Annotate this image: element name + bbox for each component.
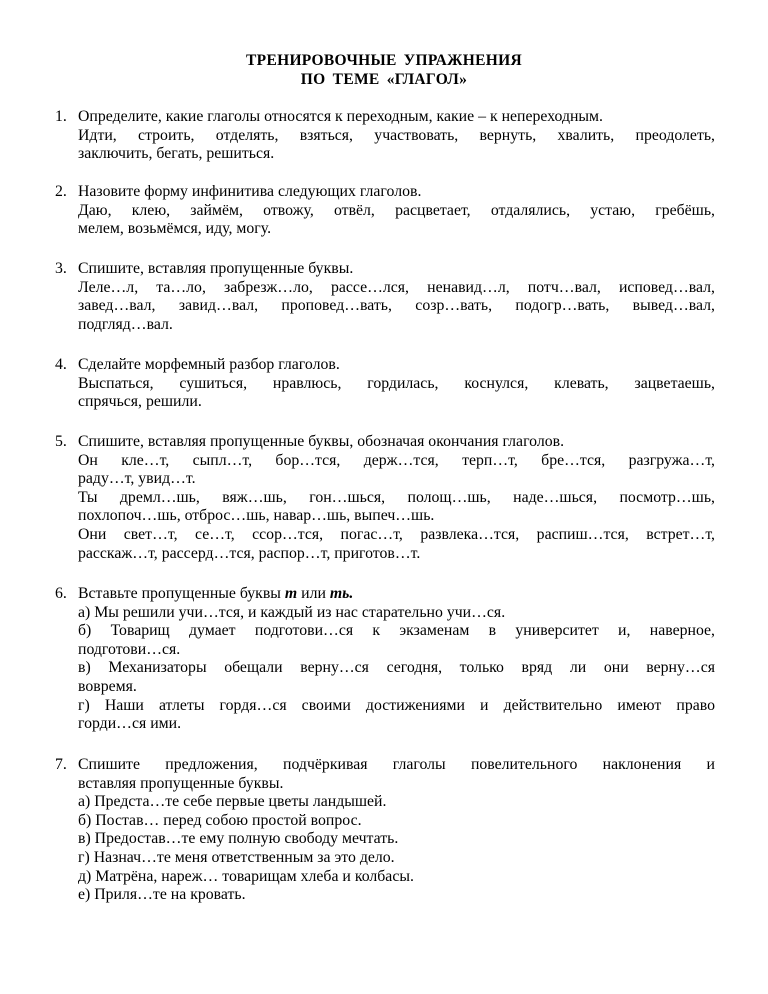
task-line: Даю, клею, займём, отвожу, отвёл, расцветает, отдалялись, устаю, гребёшь, — [78, 201, 715, 219]
task-instruction: Спишите, вставляя пропущенные буквы. — [78, 260, 354, 277]
task-line: Идти, строить, отделять, взяться, участвовать, вернуть, хвалить, преодолеть, — [78, 126, 715, 144]
task-body — [78, 108, 715, 164]
task-line: похлопоч…шь, отброс…шь, навар…шь, выпеч…шь. — [78, 507, 435, 525]
task-line: Леле…л, та…ло, забрезж…ло, рассе…лся, ненавид…л, потч…вал, исповед…вал, — [78, 278, 715, 296]
task-number: 7. — [55, 756, 67, 773]
task-instruction: Спишите предложения, подчёркивая глаголы повелительного наклонения и — [78, 756, 715, 773]
task-body — [78, 585, 715, 734]
task-line: д) Матрёна, нареж… товарищам хлеба и колбасы. — [78, 867, 414, 885]
task-line: подготови…ся. — [78, 640, 181, 658]
task-line: вставляя пропущенные буквы. — [78, 774, 284, 792]
task-line: мелем, возьмёмся, иду, могу. — [78, 220, 272, 238]
task-body — [78, 756, 715, 905]
instruction-or: или — [297, 585, 330, 602]
instruction-prefix: Вставьте пропущенные буквы — [78, 585, 285, 602]
task-number: 3. — [55, 260, 67, 277]
task-line: горди…ся ими. — [78, 715, 182, 733]
task-line: подгляд…вал. — [78, 315, 173, 333]
task-body — [78, 260, 715, 334]
task-number: 5. — [55, 433, 67, 450]
task-line: Он кле…т, сыпл…т, бор…тся, держ…тся, терп…т, бре…тся, разгружа…т, — [78, 451, 715, 469]
task-number: 2. — [55, 183, 67, 200]
task-line: в) Механизаторы обещали верну…ся сегодня, только вряд ли они верну…ся — [78, 659, 715, 677]
task-line: г) Наши атлеты гордя…ся своими достижениями и действительно имеют право — [78, 696, 715, 714]
task-line: Они свет…т, се…т, ссор…тся, погас…т, развлека…тся, распиш…тся, встрет…т, — [78, 525, 715, 543]
task-instruction: Сделайте морфемный разбор глаголов. — [78, 356, 340, 373]
task-body — [78, 356, 715, 412]
letter-t: т — [284, 585, 298, 602]
task-line: е) Приля…те на кровать. — [78, 886, 246, 904]
task-line: спрячься, решили. — [78, 393, 202, 411]
task-line: заключить, бегать, решиться. — [78, 145, 275, 163]
task-line: вовремя. — [78, 677, 137, 695]
task-number: 6. — [55, 585, 67, 602]
task-body — [78, 433, 715, 563]
task-line: б) Постав… перед собою простой вопрос. — [78, 811, 362, 829]
task-number: 1. — [55, 108, 67, 125]
task-line: а) Предста…те себе первые цветы ландышей. — [78, 793, 387, 811]
task-line: а) Мы решили учи…тся, и каждый из нас старательно учи…ся. — [78, 603, 506, 621]
task-instruction: Назовите форму инфинитива следующих глаголов. — [78, 183, 422, 200]
task-line: б) Товарищ думает подготови…ся к экзаменам в университет и, наверное, — [78, 622, 715, 640]
letter-t-soft: ть. — [329, 585, 354, 602]
task-line: Ты дремл…шь, вяж…шь, гон…шься, полощ…шь, наде…шься, посмотр…шь, — [78, 488, 715, 506]
task-line: в) Предостав…те ему полную свободу мечтать. — [78, 830, 399, 848]
task-instruction: Спишите, вставляя пропущенные буквы, обозначая окончания глаголов. — [78, 433, 565, 450]
task-line: расскаж…т, рассерд…тся, распор…т, приготов…т. — [78, 544, 421, 562]
task-line: раду…т, увид…т. — [78, 470, 196, 488]
task-line: Выспаться, сушиться, нравлюсь, гордилась, коснулся, клевать, зацветаешь, — [78, 374, 715, 392]
task-line: завед…вал, завид…вал, проповед…вать, созр…вать, подогр…вать, вывед…вал, — [78, 297, 715, 315]
task-body — [78, 183, 715, 239]
task-instruction: Определите, какие глаголы относятся к переходным, какие – к непереходным. — [78, 108, 603, 125]
task-instruction — [78, 585, 715, 604]
task-line: г) Назнач…те меня ответственным за это дело. — [78, 848, 395, 866]
task-number: 4. — [55, 356, 67, 373]
document-title-line-2: ПО ТЕМЕ «ГЛАГОЛ» — [300, 71, 468, 88]
document-title-line-1: ТРЕНИРОВОЧНЫЕ УПРАЖНЕНИЯ — [246, 52, 522, 69]
